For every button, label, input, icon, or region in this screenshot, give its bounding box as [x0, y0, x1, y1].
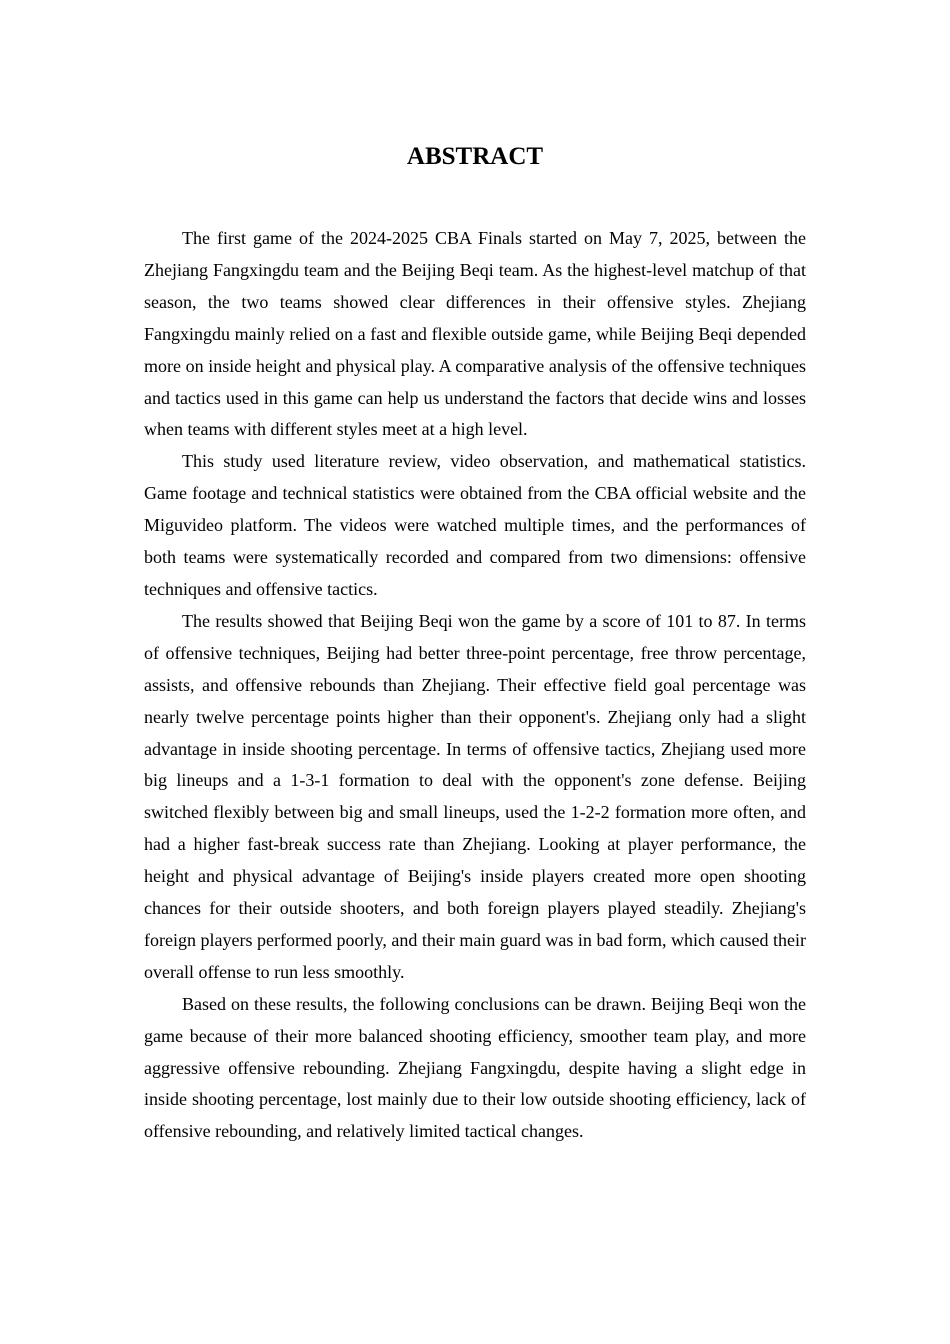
abstract-paragraph-3: The results showed that Beijing Beqi won the game by a score of 101 to 87. In terms of offensive techniques, Beijing had better three-point percentage, free throw percentage, assists, and offensive rebounds than Zhejiang. Their effective field goal percentage was nearly twelve percentage points higher than their opponent's. Zhejiang only had a slight advantage in inside shooting percentage. In terms of offensive tactics, Zhejiang used more big lineups and a 1-3-1 formation to deal with the opponent's zone defense. Beijing switched flexibly between big and small lineups, used the 1-2-2 formation more often, and had a higher fast-break success rate than Zhejiang. Looking at player performance, the height and physical advantage of Beijing's inside players created more open shooting chances for their outside shooters, and both foreign players played steadily. Zhejiang's foreign players performed poorly, and their main guard was in bad form, which caused their overall offense to run less smoothly. — [144, 610, 806, 982]
abstract-paragraph-2: This study used literature review, video observation, and mathematical statistics. Game footage and technical statistics were obtained from the CBA official website and the Miguvideo platform. The videos were watched multiple times, and the performances of both teams were systematically recorded and compared from two dimensions: offensive techniques and offensive tactics. — [144, 451, 806, 599]
abstract-paragraph-4: Based on these results, the following conclusions can be drawn. Beijing Beqi won the game because of their more balanced shooting efficiency, smoother team play, and more aggressive offensive rebounding. Zhejiang Fangxingdu, despite having a slight edge in inside shooting percentage, lost mainly due to their low outside shooting efficiency, lack of offensive rebounding, and relatively limited tactical changes. — [144, 993, 806, 1142]
abstract-title: ABSTRACT — [406, 143, 544, 170]
abstract-paragraph-1: The first game of the 2024-2025 CBA Finals started on May 7, 2025, between the Zhejiang Fangxingdu team and the Beijing Beqi team. As the highest-level matchup of that season, the two teams showed clear differences in their offensive styles. Zhejiang Fangxingdu mainly relied on a fast and flexible outside game, while Beijing Beqi depended more on inside height and physical play. A comparative analysis of the offensive techniques and tactics used in this game can help us understand the factors that decide wins and losses when teams with different styles meet at a high level. — [144, 228, 806, 440]
abstract-body — [144, 223, 806, 1148]
